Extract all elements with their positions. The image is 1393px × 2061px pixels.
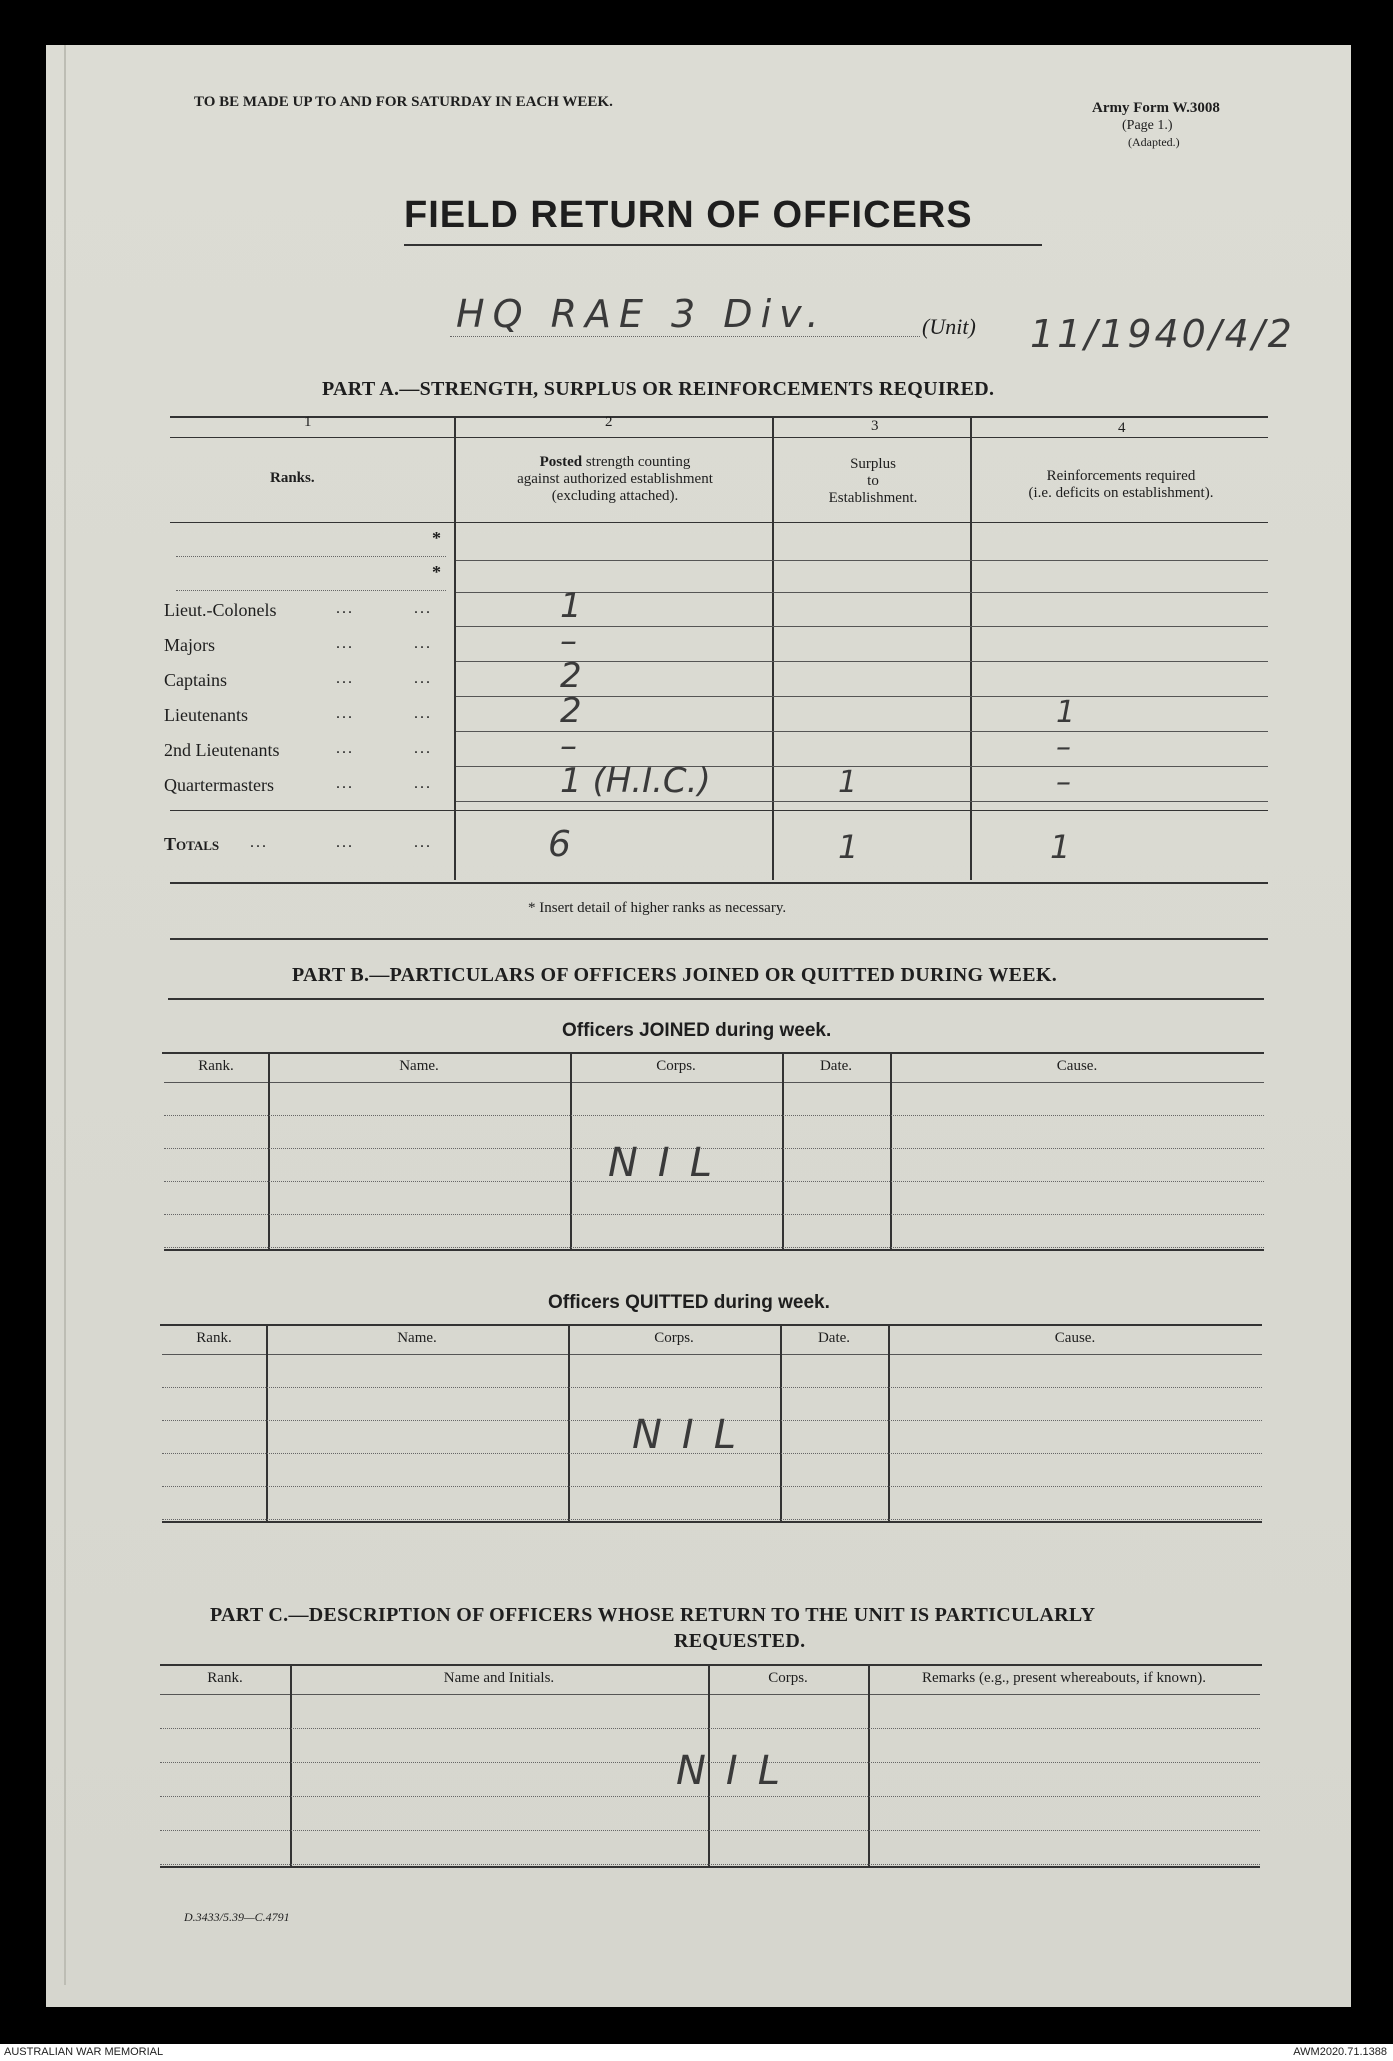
reinf-line2: (i.e. deficits on establishment). [1028, 485, 1214, 501]
rank-label: Lieut.-Colonels [164, 600, 277, 620]
rank-dots-2: ... [414, 740, 432, 757]
rank-label: Lieutenants [164, 705, 248, 725]
reinf-line1: Reinforcements required [1046, 468, 1196, 484]
part-a-top-rule [170, 416, 1268, 418]
part-c-top-rule [160, 1664, 1262, 1666]
posted-value: – [560, 726, 577, 766]
nil-entry: NIL [632, 1412, 757, 1458]
posted-value: 1 (H.I.C.) [560, 761, 711, 801]
table-bottom-rule [160, 1866, 1260, 1868]
rank-dots-2: ... [414, 705, 432, 722]
part-b-heading: PART B.—PARTICULARS OF OFFICERS JOINED OR QUITTED DURING WEEK. [292, 964, 1058, 986]
posted-value: – [560, 621, 577, 661]
part-c-heading-1: PART C.—DESCRIPTION OF OFFICERS WHOSE RETURN TO THE UNIT IS PARTICULARLY [210, 1604, 1096, 1626]
posted-header-bold: Posted [539, 454, 583, 470]
part-a-row-rule [456, 626, 1268, 627]
column-divider [890, 1054, 892, 1249]
totals-dots-1: ... [250, 834, 268, 851]
reinf-header [976, 468, 1266, 502]
header-rule [162, 1354, 1262, 1355]
col-num-rule [170, 437, 1268, 438]
rank-label: Captains [164, 670, 227, 690]
column-header: Cause. [1054, 1330, 1096, 1346]
column-header: Rank. [198, 1058, 234, 1074]
rank-dots-2: ... [414, 775, 432, 792]
posted-value: 1 [560, 586, 582, 626]
row-line [160, 1830, 1260, 1831]
column-header: Name and Initials. [443, 1670, 555, 1686]
part-c-heading-2: REQUESTED. [674, 1630, 806, 1652]
rank-dots-2: ... [414, 670, 432, 687]
form-adapted: (Adapted.) [1128, 135, 1180, 149]
rank-dots-2: ... [414, 635, 432, 652]
star-row-2: * [432, 562, 441, 582]
star-row-1: * [432, 528, 441, 548]
totals-top-rule [170, 810, 1268, 811]
column-header: Rank. [207, 1670, 243, 1686]
row-line [164, 1214, 1264, 1215]
row-line [162, 1486, 1262, 1487]
posted-header-line2: against authorized establishment [517, 471, 713, 487]
part-a-row-rule [456, 801, 1268, 802]
row-line [160, 1864, 1260, 1865]
reinf-value: – [1056, 765, 1071, 800]
paper-fold-edge [64, 45, 66, 1985]
rank-dots-1: ... [336, 775, 354, 792]
table-bottom-rule [162, 1521, 1262, 1523]
nil-entry: NIL [676, 1748, 801, 1794]
reinf-value: 1 [1056, 695, 1076, 730]
column-header: Cause. [1056, 1058, 1098, 1074]
column-header: Name. [397, 1330, 437, 1346]
reinf-value: – [1056, 730, 1071, 765]
unit-label: (Unit) [922, 314, 976, 339]
rank-label: Quartermasters [164, 775, 274, 795]
posted-header-line3: (excluding attached). [551, 488, 679, 504]
column-header: Corps. [656, 1058, 696, 1074]
totals-label: Totals [164, 834, 220, 854]
rank-dots-1: ... [336, 600, 354, 617]
column-header: Remarks (e.g., present whereabouts, if known). [921, 1670, 1207, 1686]
part-b-top-rule [168, 998, 1264, 1000]
column-divider [266, 1326, 268, 1521]
joined-top-rule [162, 1052, 1264, 1054]
totals-posted: 6 [548, 824, 571, 865]
star-row-2-line [176, 590, 446, 591]
part-a-end-rule [170, 938, 1268, 940]
nil-entry: NIL [608, 1140, 733, 1186]
column-divider [888, 1326, 890, 1521]
row-line [160, 1728, 1260, 1729]
rank-label: 2nd Lieutenants [164, 740, 280, 760]
title-underline [404, 244, 1042, 246]
col-num-1: 1 [304, 414, 312, 430]
col-num-4: 4 [1118, 420, 1126, 436]
part-a-heading: PART A.—STRENGTH, SURPLUS OR REINFORCEMENTS REQUIRED. [322, 378, 995, 400]
quitted-title: Officers QUITTED during week. [548, 1292, 830, 1313]
column-divider [782, 1054, 784, 1249]
header-bottom-rule [170, 522, 1268, 523]
rank-dots-1: ... [336, 705, 354, 722]
joined-title: Officers JOINED during week. [562, 1020, 832, 1041]
rank-dots-1: ... [336, 740, 354, 757]
posted-value: 2 [560, 691, 582, 731]
surplus-line3: Establishment. [828, 490, 918, 506]
column-header: Corps. [768, 1670, 808, 1686]
row-line [162, 1519, 1262, 1520]
instruction-text: TO BE MADE UP TO AND FOR SATURDAY IN EACH WEEK. [194, 94, 613, 110]
part-a-grid-1 [456, 560, 1268, 561]
surplus-line1: Surplus [850, 456, 896, 472]
totals-surplus: 1 [838, 828, 859, 866]
totals-reinf: 1 [1050, 828, 1071, 866]
row-line [164, 1247, 1264, 1248]
row-line [162, 1387, 1262, 1388]
quitted-top-rule [160, 1324, 1262, 1326]
file-ref: 11/1940/4/2 [1030, 312, 1295, 356]
column-divider [268, 1054, 270, 1249]
rank-label: Majors [164, 635, 215, 655]
header-rule [160, 1694, 1260, 1695]
totals-dots-2: ... [336, 834, 354, 851]
header-rule [164, 1082, 1264, 1083]
unit-value: HQ RAE 3 Div. [456, 292, 827, 336]
footer-left: AUSTRALIAN WAR MEMORIAL [4, 2046, 164, 2058]
surplus-value: 1 [838, 765, 858, 800]
column-divider [780, 1326, 782, 1521]
column-header: Date. [819, 1058, 853, 1074]
star-row-1-line [176, 556, 446, 557]
ranks-header: Ranks. [270, 470, 315, 486]
col-num-2: 2 [605, 414, 613, 430]
column-divider [868, 1666, 870, 1866]
rank-dots-1: ... [336, 635, 354, 652]
row-line [164, 1115, 1264, 1116]
footnote: * Insert detail of higher ranks as necessary. [528, 900, 787, 916]
column-header: Name. [399, 1058, 439, 1074]
rank-dots-2: ... [414, 600, 432, 617]
col-num-3: 3 [871, 418, 879, 434]
column-header: Corps. [654, 1330, 694, 1346]
unit-dotted-line [450, 336, 920, 337]
form-name: Army Form W.3008 [1092, 100, 1220, 116]
archive-footer [0, 2044, 1393, 2061]
column-divider [290, 1666, 292, 1866]
form-page: (Page 1.) [1122, 118, 1173, 133]
page-title: FIELD RETURN OF OFFICERS [404, 194, 973, 236]
rank-dots-1: ... [336, 670, 354, 687]
print-code: D.3433/5.39—C.4791 [184, 1910, 290, 1924]
column-divider [570, 1054, 572, 1249]
column-header: Rank. [196, 1330, 232, 1346]
surplus-header [780, 456, 966, 507]
footer-right: AWM2020.71.1388 [1293, 2046, 1387, 2058]
column-divider [568, 1326, 570, 1521]
table-bottom-rule [164, 1249, 1264, 1251]
posted-header-rest: strength counting [582, 454, 691, 470]
part-a-row-rule [456, 731, 1268, 732]
posted-value: 2 [560, 656, 582, 696]
surplus-line2: to [867, 473, 879, 489]
part-a-bottom-rule [170, 882, 1268, 884]
row-line [160, 1796, 1260, 1797]
totals-dots-3: ... [414, 834, 432, 851]
posted-header [462, 454, 768, 505]
column-header: Date. [817, 1330, 851, 1346]
